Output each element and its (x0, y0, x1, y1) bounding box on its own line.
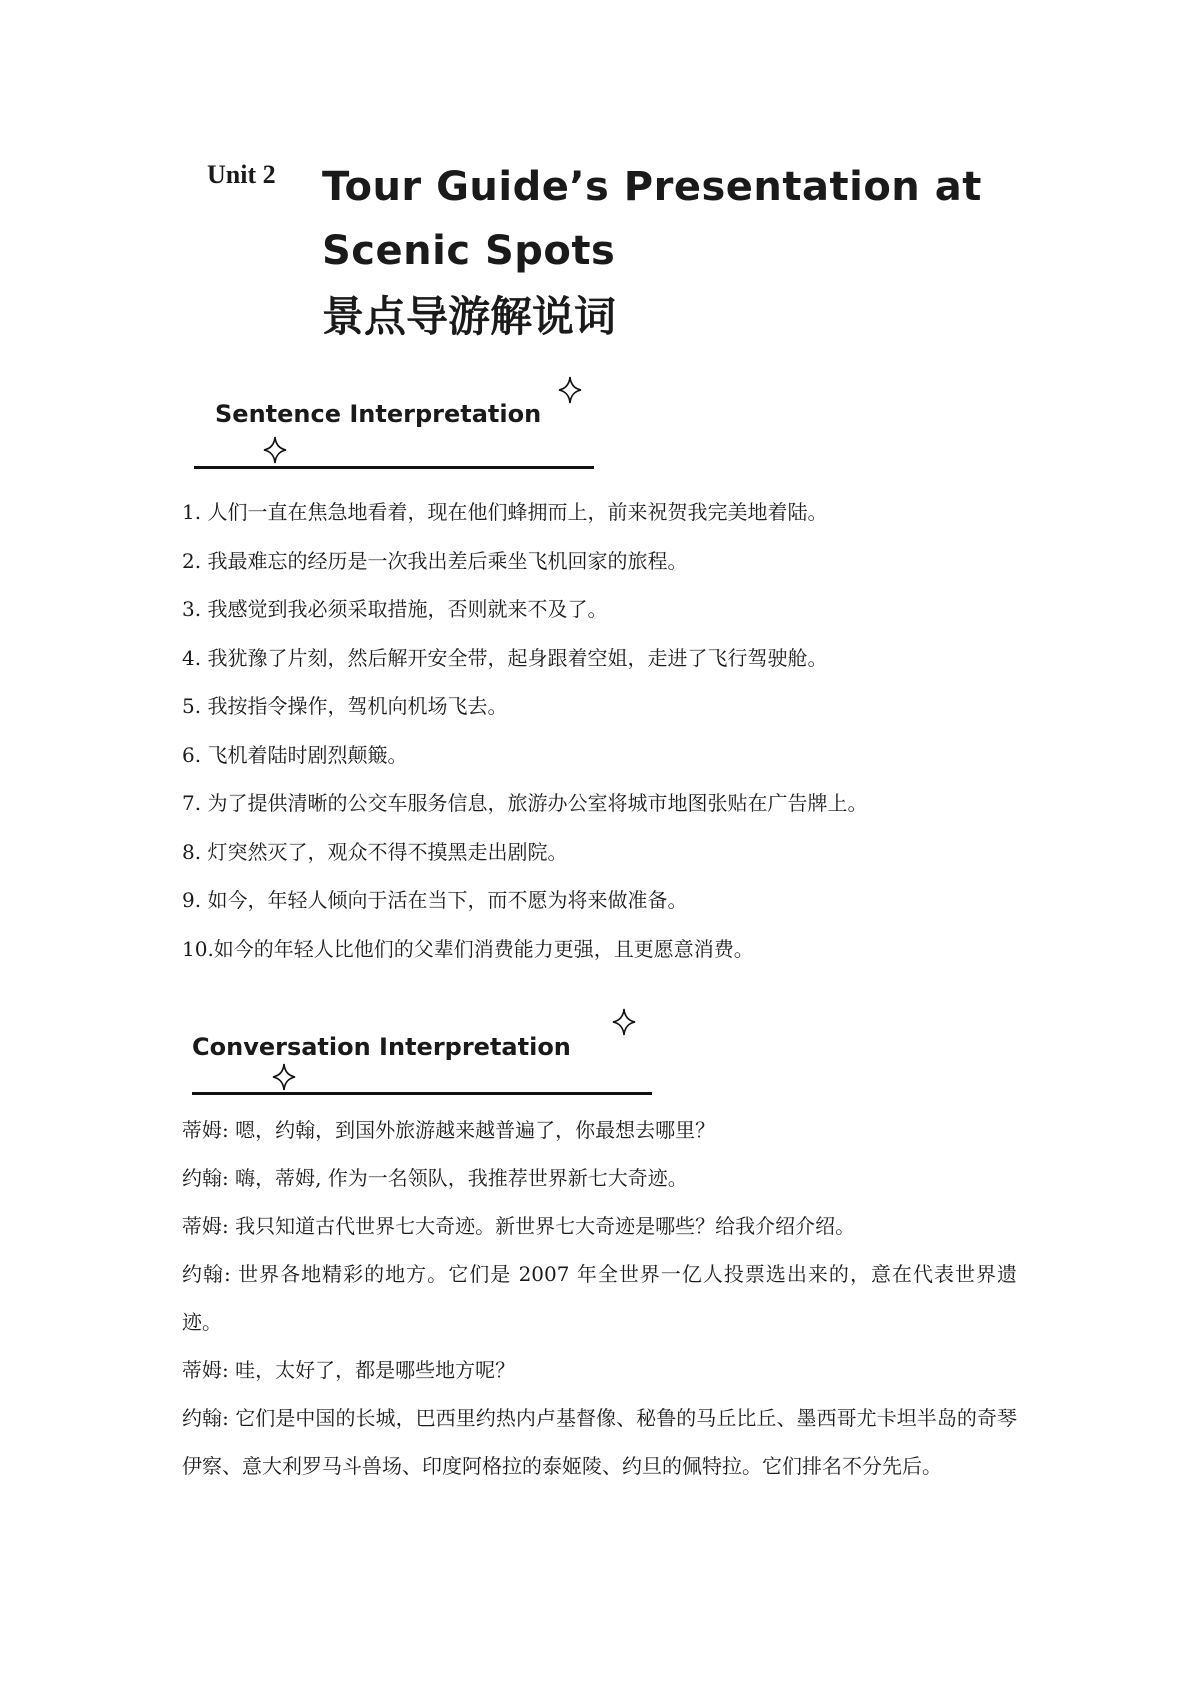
sentence-list (182, 488, 1017, 973)
list-item: 3. 我感觉到我必须采取措施，否则就来不及了。 (182, 597, 608, 621)
section-divider (192, 1092, 652, 1095)
title-cn: 景点导游解说词 (322, 292, 617, 341)
title-en-line-1: Tour Guide’s Presentation at (322, 164, 982, 210)
title-en-line-2: Scenic Spots (322, 228, 616, 274)
dialogue-line: 约翰: 嗨，蒂姆, 作为一名领队，我推荐世界新七大奇迹。 (182, 1166, 688, 1190)
dialogue-line: 蒂姆: 嗯，约翰，到国外旅游越来越普遍了，你最想去哪里？ (182, 1118, 716, 1142)
dialogue-line: 约翰: 世界各地精彩的地方。它们是 2007 年全世界一亿人投票选出来的，意在代表世界遗迹。 (182, 1262, 1017, 1334)
conversation-section-heading: Conversation Interpretation (192, 1033, 571, 1061)
list-item: 10.如今的年轻人比他们的父辈们消费能力更强，且更愿意消费。 (182, 936, 754, 961)
list-item: 6. 飞机着陆时剧烈颠簸。 (182, 742, 408, 767)
list-item: 4. 我犹豫了片刻，然后解开安全带，起身跟着空姐，走进了飞行驾驶舱。 (182, 645, 828, 670)
sparkle-icon (272, 1063, 296, 1091)
list-item: 2. 我最难忘的经历是一次我出差后乘坐飞机回家的旅程。 (182, 548, 688, 573)
sparkle-icon (612, 1008, 636, 1036)
section-divider (194, 466, 594, 469)
title-block (322, 155, 982, 351)
list-item: 7. 为了提供清晰的公交车服务信息，旅游办公室将城市地图张贴在广告牌上。 (182, 791, 868, 815)
unit-label: Unit 2 (207, 160, 276, 189)
conversation-lines (182, 1106, 1017, 1490)
sparkle-icon (558, 376, 582, 404)
list-item: 1. 人们一直在焦急地看着，现在他们蜂拥而上，前来祝贺我完美地着陆。 (182, 500, 828, 524)
dialogue-line: 约翰: 它们是中国的长城，巴西里约热内卢基督像、秘鲁的马丘比丘、墨西哥尤卡坦半岛的奇琴伊察、意大利罗马斗兽场、印度阿格拉的泰姬陵、约旦的佩特拉。它们排名不分先后。 (182, 1406, 1017, 1478)
list-item: 8. 灯突然灭了，观众不得不摸黑走出剧院。 (182, 839, 568, 864)
list-item: 5. 我按指令操作，驾机向机场飞去。 (182, 694, 508, 718)
sentence-section-heading: Sentence Interpretation (215, 400, 542, 428)
list-item: 9. 如今，年轻人倾向于活在当下，而不愿为将来做准备。 (182, 888, 688, 912)
sparkle-icon (263, 436, 287, 464)
dialogue-line: 蒂姆: 哇，太好了，都是哪些地方呢？ (182, 1358, 516, 1382)
dialogue-line: 蒂姆: 我只知道古代世界七大奇迹。新世界七大奇迹是哪些？给我介绍介绍。 (182, 1214, 856, 1238)
